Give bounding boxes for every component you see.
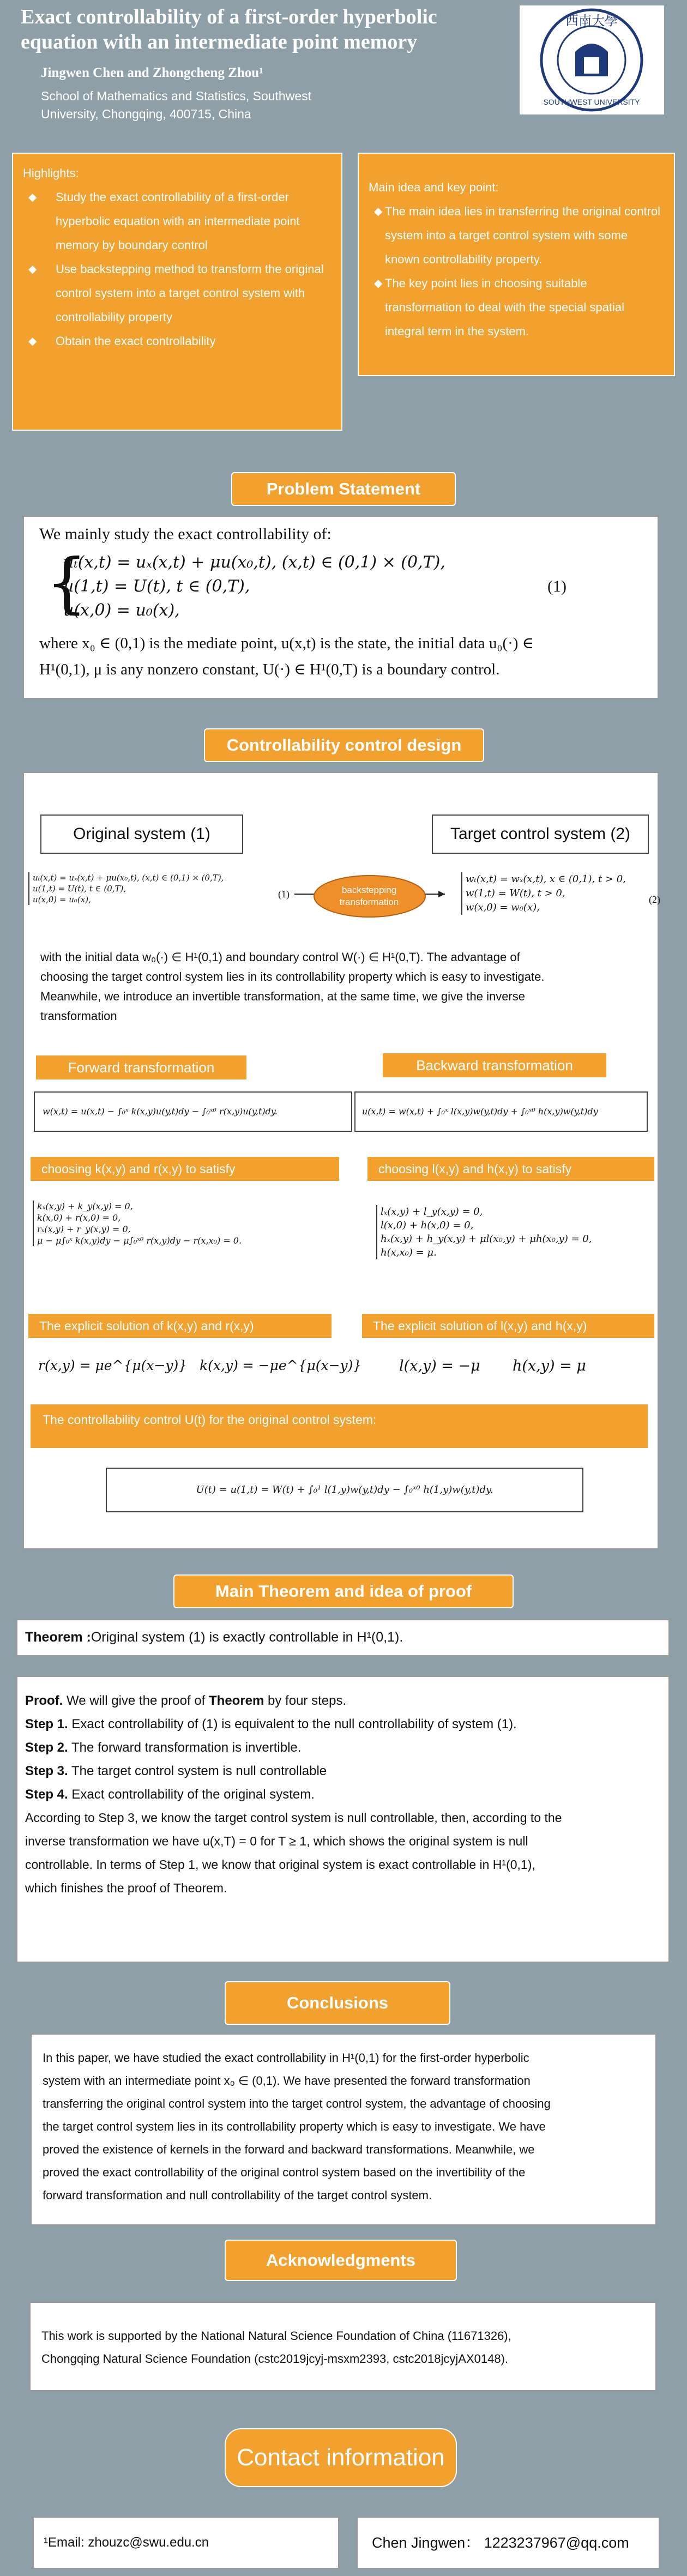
control-pill: The controllability control U(t) for the original control system: [29,1403,649,1449]
authors: Jingwen Chen and Zhongcheng Zhou¹ [41,65,263,80]
step-label: Step 4. [25,1787,68,1802]
problem-eq-number: (1) [547,577,567,595]
acknowledgment-line: Chongqing Natural Science Foundation (cstc2019jcyj-msxm2393, cstc2018jcyjAX0148). [41,2352,509,2366]
design-paragraph [40,948,646,1026]
lh-eq-line: hₓ(x,y) + h_y(x,y) + μl(x₀,y) + μh(x₀,y) = 0, [381,1233,592,1245]
lh-system [376,1205,592,1259]
problem-eq1: uₜ(x,t) = uₓ(x,t) + μu(x₀,t), (x,t) ∈ (0,1) × (0,T), [63,553,445,572]
target-eq-line: w(1,t) = W(t), t > 0, [466,888,565,899]
target-eq-number: (2) [649,894,660,905]
proof-intro-text: We will give the proof of [63,1693,209,1708]
mainidea-item: ◆ The key point lies in choosing suitable transformation to deal with the special spatial integral term in the system. [369,272,664,343]
step-label: Step 2. [25,1740,68,1755]
forward-transformation-eq: w(x,t) = u(x,t) − ∫₀ˣ k(x,y)u(y,t)dy − ∫₀ˣ⁰ r(x,y)u(y,t)dy. [34,1091,352,1132]
backstepping-label: backstepping transformation [339,885,399,907]
contact-pill: Contact information [225,2428,457,2487]
orig-eq-number: (1) [278,889,290,900]
backward-transformation-eq: u(x,t) = w(x,t) + ∫₀ˣ l(x,y)w(y,t)dy + ∫₀ˣ⁰ h(x,y)w(y,t)dy [354,1091,648,1132]
design-para-line: transformation [40,1009,117,1023]
proof-conclusion-line: inverse transformation we have u(x,T) = 0 for T ≥ 1, which shows the original system is null [25,1834,528,1848]
conclusion-line: transferring the original control system into the target control system, the advantage of choosing [43,2097,551,2110]
target-system-eq [461,872,626,915]
proof-tail: by four steps. [264,1693,347,1708]
step-label: Step 1. [25,1717,68,1732]
forward-transformation-pill: Forward transformation [35,1054,248,1081]
h-solution: h(x,y) = μ [513,1358,586,1374]
target-eq-line: wₜ(x,t) = wₓ(x,t), x ∈ (0,1), t > 0, [466,873,626,885]
mainidea-item: ◆ The main idea lies in transferring the original control system into a target control system with some known controllability property. [369,200,664,272]
proof-intro [25,1689,661,1712]
original-system-eq [28,872,224,905]
problem-intro: We mainly study the exact controllability of: [39,525,332,543]
r-solution: r(x,y) = μe^{μ(x−y)} [38,1358,188,1373]
problem-where-2: H¹(0,1), μ is any nonzero constant, U(·) ∈ H¹(0,T) is a boundary control. [39,661,500,678]
problem-eq2: u(1,t) = U(t), t ∈ (0,T), [63,577,250,596]
conclusion-line: forward transformation and null controllability of the target control system. [43,2188,432,2202]
explicit-kr-pill: The explicit solution of k(x,y) and r(x,y) [27,1313,333,1339]
theorem-pill: Main Theorem and idea of proof [173,1574,514,1608]
mainidea-heading: Main idea and key point: [369,180,499,194]
problem-statement-pill: Problem Statement [231,472,456,506]
design-para-line: choosing the target control system lies in its controllability property which is easy to investigate. [40,970,545,984]
orig-eq-line: uₜ(x,t) = uₓ(x,t) + μu(x₀,t), (x,t) ∈ (0,1) × (0,T), [33,873,224,883]
choose-kr-pill: choosing k(x,y) and r(x,y) to satisfy [29,1156,340,1182]
proof-step [25,1712,661,1736]
lh-eq-line: h(x,x₀) = μ. [381,1247,437,1258]
poster-title: Exact controllability of a first-order hyperbolic equation with an intermediate point memory [21,5,437,53]
explicit-lh-pill: The explicit solution of l(x,y) and h(x,y) [361,1313,655,1339]
proof-conclusion-line: which finishes the proof of Theorem. [25,1881,227,1895]
proof-thm-word: Theorem [209,1693,264,1708]
conclusion-line: system with an intermediate point x₀ ∈ (0,1). We have presented the forward transformation [43,2074,531,2088]
highlight-item: ◆ Study the exact controllability of a first-order hyperbolic equation with an intermediate point memory by boundary control [23,185,332,257]
highlights-panel [12,153,342,431]
proof-panel [16,1676,670,1963]
kr-system [33,1200,242,1246]
design-para-line: Meanwhile, we introduce an invertible transformation, at the same time, we give the inverse [40,990,525,1003]
kr-eq-line: kₓ(x,y) + k_y(x,y) = 0, [37,1201,133,1211]
design-pill: Controllability control design [204,728,484,762]
conclusion-line: proved the exact controllability of the original control system based on the invertibility of the [43,2165,526,2179]
proof-conclusion-line: According to Step 3, we know the target control system is null controllable, then, according to the [25,1811,562,1825]
design-para-line: with the initial data w₀(·) ∈ H¹(0,1) and boundary control W(·) ∈ H¹(0,T). The advantage of [40,950,520,964]
conclusions-pill: Conclusions [225,1981,450,2025]
target-system-box: Target control system (2) [432,815,649,854]
problem-where-1: where x₀ ∈ (0,1) is the mediate point, u(x,t) is the state, the initial data u₀(·) ∈ [39,635,534,652]
design-panel [23,772,659,1549]
conclusion-line: proved the existence of kernels in the forward and backward transformations. Meanwhile, we [43,2143,535,2156]
orig-eq-line: u(x,0) = u₀(x), [33,895,91,904]
kr-eq-line: k(x,0) + r(x,0) = 0, [37,1212,121,1223]
step-text: Exact controllability of the original system. [68,1787,315,1802]
highlights-heading: Highlights: [23,166,79,180]
contact-email-1[interactable]: ¹Email: zhouzc@swu.edu.cn [33,2517,339,2569]
logo-en-text: SOUTHWEST UNIVERSITY [543,98,640,106]
proof-step [25,1783,661,1806]
original-system-box: Original system (1) [40,815,243,854]
lh-eq-line: lₓ(x,y) + l_y(x,y) = 0, [381,1206,483,1217]
step-text: Exact controllability of (1) is equivalent to the null controllability of system (1). [68,1717,517,1732]
kr-eq-line: rₓ(x,y) + r_y(x,y) = 0, [37,1224,131,1234]
proof-label: Proof. [25,1693,63,1708]
lh-eq-line: l(x,0) + h(x,0) = 0, [381,1220,474,1231]
proof-conclusion-line: controllable. In terms of Step 1, we know that original system is exact controllable in H¹(0,1), [25,1857,535,1872]
control-equation: U(t) = u(1,t) = W(t) + ∫₀¹ l(1,y)w(y,t)dy − ∫₀ˣ⁰ h(1,y)w(y,t)dy. [106,1468,583,1512]
conclusions-panel [31,2034,656,2225]
conclusion-line: In this paper, we have studied the exact controllability in H¹(0,1) for the first-order hyperbolic [43,2051,529,2065]
logo-cn-text: 西南大學 [565,13,618,28]
k-solution: k(x,y) = −μe^{μ(x−y)} [200,1358,362,1373]
highlight-item: ◆ Obtain the exact controllability [23,329,332,353]
step-text: The target control system is null controllable [68,1764,327,1778]
l-solution: l(x,y) = −μ [399,1358,480,1374]
proof-step [25,1736,661,1759]
acknowledgments-pill: Acknowledgments [225,2240,457,2281]
theorem-label: Theorem : [25,1630,91,1645]
contact-email-2[interactable]: Chen Jingwen： 1223237967@qq.com [357,2517,660,2569]
left-brace: { [46,545,88,621]
acknowledgments-panel [29,2302,656,2391]
kr-eq-line: μ − μ∫₀ˣ k(x,y)dy − μ∫₀ˣ⁰ r(x,y)dy − r(x,x₀) = 0. [37,1235,242,1246]
affiliation: School of Mathematics and Statistics, Southwest University, Chongqing, 400715, China [41,89,312,121]
proof-step [25,1759,661,1783]
highlight-item: ◆ Use backstepping method to transform the original control system into a target control system with controllability property [23,257,332,329]
orig-eq-line: u(1,t) = U(t), t ∈ (0,T), [33,884,126,894]
theorem-text: Original system (1) is exactly controllable in H¹(0,1). [91,1630,403,1645]
mainidea-panel [358,153,675,376]
backward-transformation-pill: Backward transformation [382,1052,607,1078]
problem-panel [23,516,659,699]
problem-eq3: u(x,0) = u₀(x), [63,601,180,620]
university-logo [520,5,664,114]
step-label: Step 3. [25,1764,68,1778]
theorem-statement [16,1619,670,1656]
choose-lh-pill: choosing l(x,y) and h(x,y) to satisfy [366,1156,655,1182]
step-text: The forward transformation is invertible. [68,1740,302,1755]
conclusion-line: the target control system lies in its controllability property which is easy to investigate. We have [43,2120,546,2133]
target-eq-line: w(x,0) = w₀(x), [466,902,540,913]
acknowledgment-line: This work is supported by the National Natural Science Foundation of China (11671326), [41,2329,511,2343]
